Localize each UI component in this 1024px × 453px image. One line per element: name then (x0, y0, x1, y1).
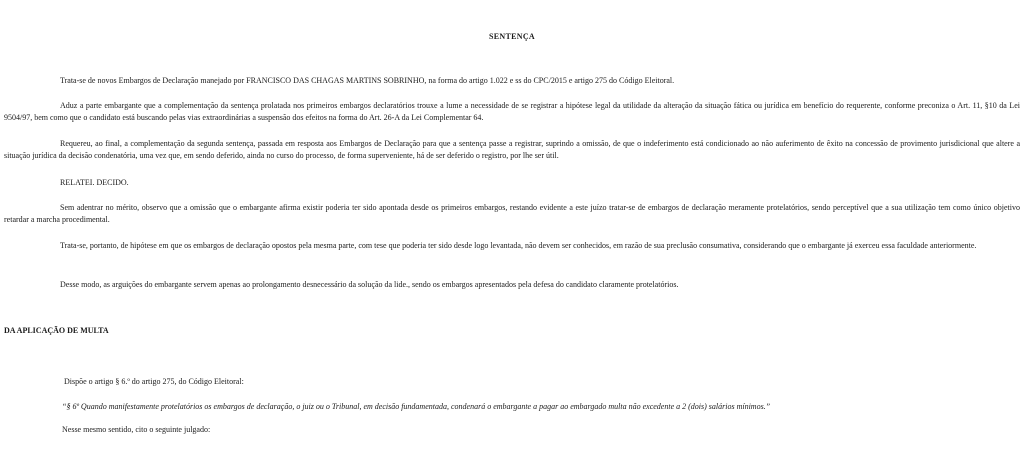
paragraph-merit: Sem adentrar no mérito, observo que a omissão que o embargante afirma existir poderia ter sido apontada desde os primeiros embargos, restando evidente a este juízo tratar-se de embargos de declaração meramente protelatórios, sendo perceptível que a sua utilização tem como único objetivo retardar a marcha procedimental. (4, 203, 1020, 224)
document-title: SENTENÇA (489, 32, 535, 41)
paragraph-request: Requereu, ao final, a complementação da segunda sentença, passada em resposta aos Embargos de Declaração para que a sentença passe a registrar, suprindo a omissão, de que o indeferimento está condicionado ao não auferimento de êxito na concessão de provimento jurisdicional que altere a situação jurídica da decisão condenatória, uma vez que, em sendo deferido, ainda no curso do processo, de forma superveniente, há de ser deferido o registro, por lhe ser útil. (4, 139, 1020, 160)
paragraph-preclusion: Trata-se, portanto, de hipótese em que os embargos de declaração opostos pela mesma parte, com tese que poderia ter sido desde logo levantada, não devem ser conhecidos, em razão de sua preclusão consumativa, considerando que o embargante já exerceu essa faculdade anteriormente. (60, 241, 977, 250)
closing-text: Nesse mesmo sentido, cito o seguinte julgado: (62, 425, 211, 434)
paragraph-intro: Trata-se de novos Embargos de Declaração manejado por FRANCISCO DAS CHAGAS MARTINS SOBRINHO, na forma do artigo 1.022 e ss do CPC/2015 e artigo 275 do Código Eleitoral. (60, 76, 675, 85)
paragraph-arguments: Aduz a parte embargante que a complementação da sentença prolatada nos primeiros embargos declaratórios trouxe a lume a necessidade de se registrar a hipótese legal da utilidade da alteração da situação fática ou jurídica em benefício do requerente, conforme preconiza o Art. 11, §10 da Lei 9504/97, bem como que o candidato está buscando pelas vias extraordinárias a suspensão dos efeitos na forma do Art. 26-A da Lei Complementar 64. (4, 101, 1020, 122)
law-intro: Dispõe o artigo § 6.º do artigo 275, do Código Eleitoral: (64, 377, 244, 386)
law-quote: “§ 6º Quando manifestamente protelatórios os embargos de declaração, o juiz ou o Tribunal, em decisão fundamentada, condenará o embargante a pagar ao embargado multa não excedente a 2 (dois) salários mínimos.” (62, 402, 771, 411)
section-heading: DA APLICAÇÃO DE MULTA (4, 326, 109, 335)
paragraph-conclusion: Desse modo, as arguições do embargante servem apenas ao prolongamento desnecessário da solução da lide., sendo os embargos apresentados pela defesa do candidato claramente protelatórios. (60, 280, 679, 289)
paragraph-relatei: RELATEI. DECIDO. (60, 178, 129, 187)
